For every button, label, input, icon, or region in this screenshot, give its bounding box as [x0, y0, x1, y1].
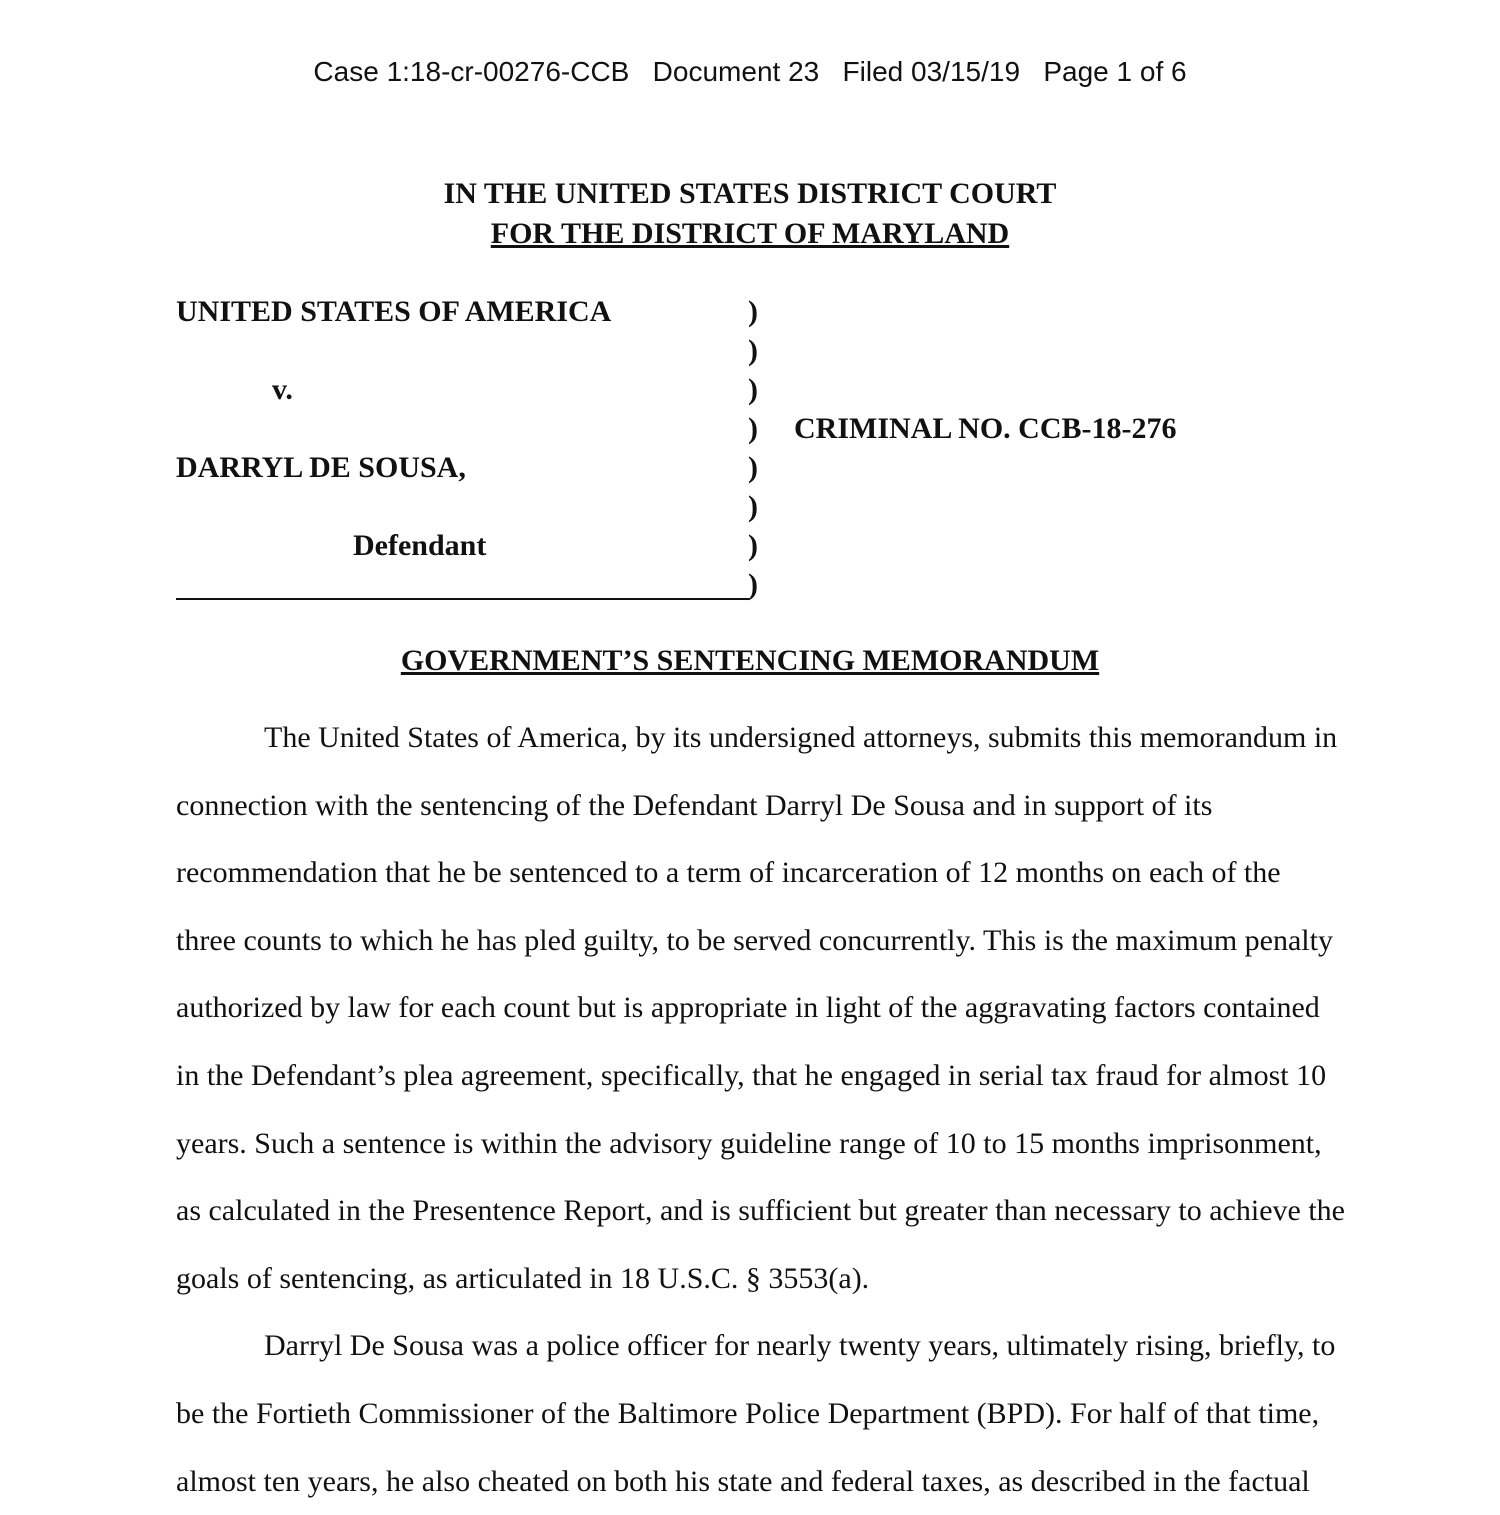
body-line: almost ten years, he also cheated on both his state and federal taxes, as described in the factual	[176, 1464, 1310, 1498]
caption-paren-column	[748, 292, 758, 604]
memorandum-body	[176, 704, 1345, 1515]
defendant-role: Defendant	[353, 529, 487, 562]
body-line: be the Fortieth Commissioner of the Baltimore Police Department (BPD). For half of that time,	[176, 1396, 1320, 1430]
body-line: authorized by law for each count but is appropriate in light of the aggravating factors contained	[176, 991, 1320, 1025]
plaintiff-name: UNITED STATES OF AMERICA	[176, 295, 612, 328]
body-line: three counts to which he has pled guilty, to be served concurrently. This is the maximum penalty	[176, 923, 1333, 957]
versus-label: v.	[272, 373, 293, 406]
body-line: connection with the sentencing of the Defendant Darryl De Sousa and in support of its	[176, 788, 1213, 822]
body-line: years. Such a sentence is within the advisory guideline range of 10 to 15 months imprisonment,	[176, 1126, 1322, 1160]
caption-paren: )	[748, 529, 758, 562]
memorandum-title: GOVERNMENT’S SENTENCING MEMORANDUM	[400, 644, 1100, 677]
case-caption	[176, 292, 1276, 612]
criminal-case-number: CRIMINAL NO. CCB-18-276	[794, 412, 1177, 445]
court-heading	[0, 174, 1500, 254]
caption-paren: )	[748, 412, 758, 445]
body-line: Darryl De Sousa was a police officer for nearly twenty years, ultimately rising, briefly, to	[264, 1329, 1336, 1363]
body-line: The United States of America, by its undersigned attorneys, submits this memorandum in	[264, 721, 1338, 754]
case-header: Case 1:18-cr-00276-CCB Document 23 Filed 03/15/19 Page 1 of 6	[313, 56, 1187, 87]
caption-paren: )	[748, 334, 758, 367]
body-line: in the Defendant’s plea agreement, specifically, that he engaged in serial tax fraud for almost 10	[176, 1058, 1327, 1092]
court-name: IN THE UNITED STATES DISTRICT COURT	[443, 177, 1057, 210]
body-line: as calculated in the Presentence Report, and is sufficient but greater than necessary to achieve the	[176, 1194, 1345, 1228]
court-district	[0, 214, 1500, 254]
defendant-name: DARRYL DE SOUSA,	[176, 451, 466, 484]
caption-paren: )	[748, 295, 758, 328]
caption-paren: )	[748, 373, 758, 406]
caption-paren: )	[748, 451, 758, 484]
caption-underline	[176, 598, 749, 600]
caption-paren: )	[748, 490, 758, 523]
body-line: recommendation that he be sentenced to a term of incarceration of 12 months on each of the	[176, 856, 1281, 890]
caption-paren: )	[748, 568, 758, 601]
body-line: goals of sentencing, as articulated in 18 U.S.C. § 3553(a).	[176, 1261, 870, 1295]
court-district-text: FOR THE DISTRICT OF MARYLAND	[490, 217, 1010, 250]
